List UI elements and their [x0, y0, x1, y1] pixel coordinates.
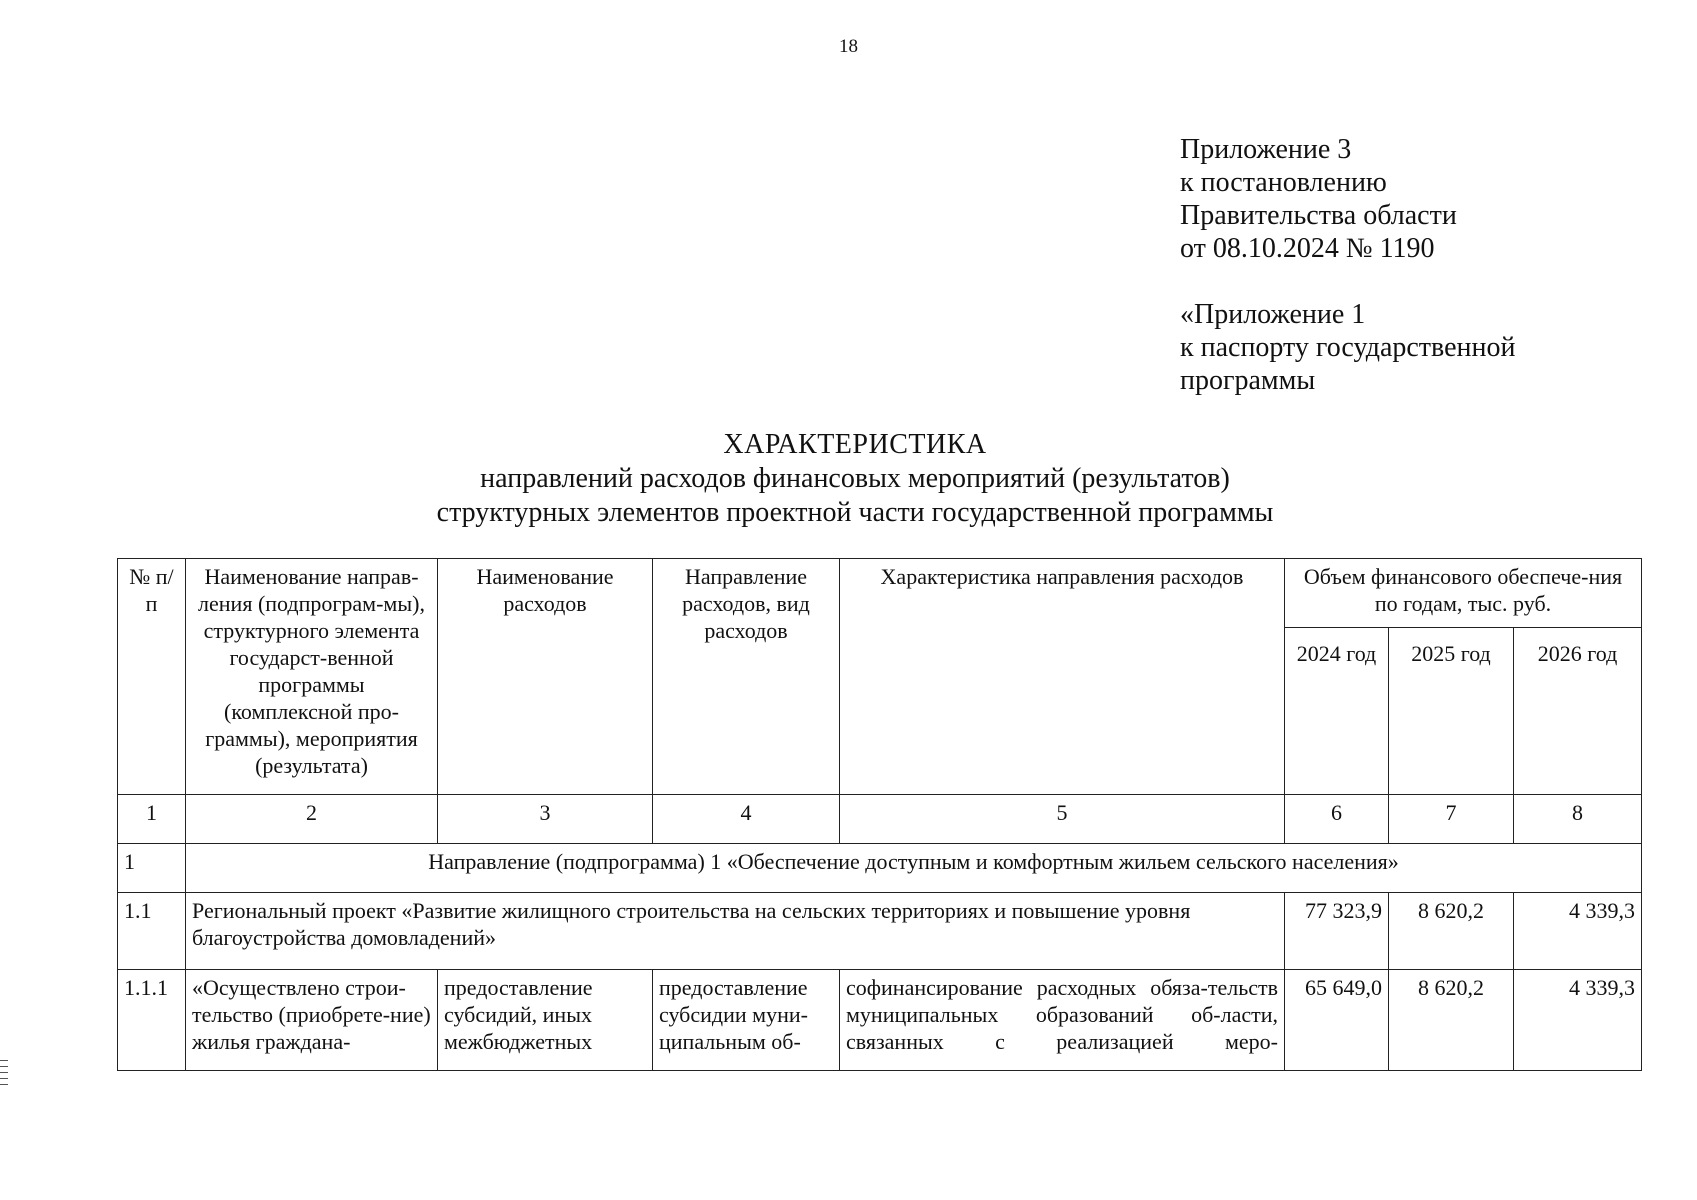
project-row — [118, 893, 1642, 970]
scan-mark — [0, 1060, 8, 1061]
title-main: ХАРАКТЕРИСТИКА — [723, 429, 987, 460]
item-num: 1.1.1 — [118, 970, 186, 1071]
column-number: 3 — [438, 795, 653, 844]
item-row — [118, 970, 1642, 1071]
appendix-block — [1180, 133, 1515, 397]
title-subtitle-1: направлений расходов финансовых мероприятий (результатов) — [480, 463, 1230, 494]
document-title — [0, 428, 1697, 530]
column-number: 6 — [1285, 795, 1389, 844]
header-funding: Объем финансового обеспече-ния по годам, тыс. руб. — [1285, 559, 1642, 628]
header-direction: Направление расходов, вид расходов — [653, 559, 840, 795]
column-number: 8 — [1514, 795, 1642, 844]
header-year-2025: 2025 год — [1389, 628, 1514, 795]
appendix-line: Приложение 3 — [1180, 134, 1352, 165]
appendix-line: к постановлению — [1180, 167, 1387, 198]
item-expense-name: предоставление субсидий, иных межбюджетных — [438, 970, 653, 1071]
scan-mark — [0, 1072, 8, 1073]
column-number: 4 — [653, 795, 840, 844]
header-name: Наименование направ-ления (подпрограм-мы), структурного элемента государст-венной программы (комплексной про-граммы), мероприятия (результата) — [186, 559, 438, 795]
header-year-2024: 2024 год — [1285, 628, 1389, 795]
project-value-2026: 4 339,3 — [1514, 893, 1642, 970]
section-title: Направление (подпрограмма) 1 «Обеспечение доступным и комфортным жильем сельского населения» — [186, 844, 1642, 893]
column-numbers-row — [118, 795, 1642, 844]
title-subtitle-2: структурных элементов проектной части государственной программы — [436, 497, 1274, 528]
header-characteristic: Характеристика направления расходов — [840, 559, 1285, 795]
appendix-line: Правительства области — [1180, 200, 1457, 231]
item-direction: предоставление субсидии муни-ципальным об- — [653, 970, 840, 1071]
appendix-line: «Приложение 1 — [1180, 299, 1366, 330]
project-title: Региональный проект «Развитие жилищного строительства на сельских территориях и повышение уровня благоустройства домовладений» — [186, 893, 1285, 970]
scan-mark — [0, 1084, 8, 1085]
scan-mark — [0, 1066, 8, 1067]
scan-edge-marks — [0, 1060, 8, 1090]
item-value-2024: 65 649,0 — [1285, 970, 1389, 1071]
project-num: 1.1 — [118, 893, 186, 970]
item-characteristic: софинансирование расходных обяза-тельств муниципальных образований об-ласти, связанных с реализацией меро- — [840, 970, 1285, 1071]
appendix-gap — [1180, 265, 1515, 298]
characteristics-table — [117, 558, 1642, 1071]
scan-mark — [0, 1078, 8, 1079]
item-value-2026: 4 339,3 — [1514, 970, 1642, 1071]
column-number: 5 — [840, 795, 1285, 844]
section-num: 1 — [118, 844, 186, 893]
column-number: 1 — [118, 795, 186, 844]
header-num: № п/п — [118, 559, 186, 795]
item-value-2025: 8 620,2 — [1389, 970, 1514, 1071]
project-value-2024: 77 323,9 — [1285, 893, 1389, 970]
appendix-line: программы — [1180, 365, 1316, 396]
section-row — [118, 844, 1642, 893]
project-value-2025: 8 620,2 — [1389, 893, 1514, 970]
table-header-row — [118, 559, 1642, 628]
item-name: «Осуществлено строи-тельство (приобрете-ние) жилья граждана- — [186, 970, 438, 1071]
column-number: 2 — [186, 795, 438, 844]
column-number: 7 — [1389, 795, 1514, 844]
header-expense-name: Наименование расходов — [438, 559, 653, 795]
page-number: 18 — [839, 36, 858, 57]
header-year-2026: 2026 год — [1514, 628, 1642, 795]
appendix-line: от 08.10.2024 № 1190 — [1180, 233, 1435, 264]
appendix-line: к паспорту государственной — [1180, 332, 1516, 363]
